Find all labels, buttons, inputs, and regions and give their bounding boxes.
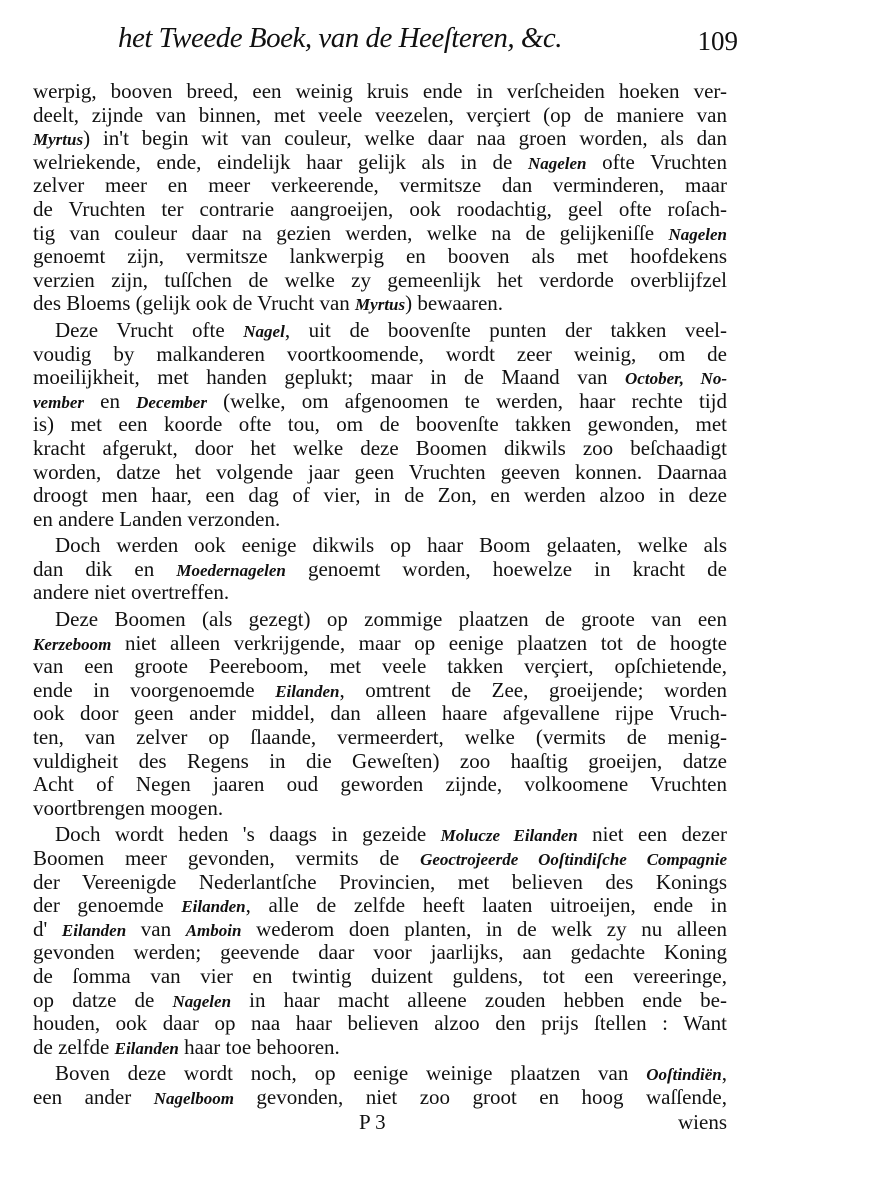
text-run: welriekende, ende, eindelijk haar gelijk als in de [33, 149, 528, 174]
text-run: en [83, 388, 137, 413]
paragraph [33, 823, 727, 1059]
text-line [33, 104, 727, 128]
text-run: Doch wordt heden 's daags in gezeide [55, 822, 441, 847]
italic-term: Nagelen [668, 224, 727, 244]
text-line [33, 222, 727, 246]
text-line [33, 198, 727, 222]
page-number: 109 [697, 26, 738, 56]
text-line [33, 484, 727, 508]
text-line [33, 941, 727, 965]
text-run: de ſomma van vier en twintig duizent guldens, tot een vereeringe, [33, 963, 727, 988]
text-run: houden, ook daar op naa haar believen alzoo den prijs ſtellen : Want [33, 1011, 727, 1036]
text-run: tig van couleur daar na gezien werden, welke na de gelijkeniſſe [33, 220, 669, 245]
text-line [33, 366, 727, 390]
italic-term: October, No- [625, 369, 727, 389]
text-run: ende in voorgenoemde [33, 677, 276, 702]
text-run: , [721, 1061, 727, 1086]
text-line [33, 750, 727, 774]
text-run: der Vereenigde Nederlantſche Provincien, met believen des Konings [33, 869, 727, 894]
text-run: in haar macht alleene zouden hebben ende be- [231, 987, 727, 1012]
italic-term: Nagelen [527, 153, 587, 173]
paragraph [33, 1062, 727, 1109]
text-line [33, 413, 727, 437]
text-run: Deze Boomen (als gezegt) op zommige plaatzen de groote van een [55, 607, 727, 632]
italic-term: Ooſtindiën [646, 1065, 722, 1085]
text-line [33, 655, 727, 679]
text-run: des Bloems (gelijk ook de Vrucht van [33, 291, 356, 316]
italic-term: Kerzeboom [33, 634, 112, 654]
text-run: Deze Vrucht ofte [55, 317, 244, 342]
text-run: niet een dezer [577, 822, 727, 847]
page-body-text [33, 77, 727, 1110]
text-run: Acht of Negen jaaren oud geworden zijnde, volkoomene Vruchten [33, 772, 727, 797]
text-run: Boven deze wordt noch, op eenige weinige plaatzen van [55, 1061, 647, 1086]
text-run: deelt, zijnde van binnen, met veele veezelen, verçiert (op de maniere van [33, 102, 727, 127]
italic-term: Geoctrojeerde Ooſtindiſche Compagnie [420, 850, 727, 869]
text-line [33, 343, 727, 367]
text-line [33, 823, 727, 847]
text-run: worden, datze het volgende jaar geen Vruchten geeven konnen. Daarnaa [33, 459, 727, 484]
text-run: kracht afgerukt, door het welke deze Boomen dikwils zoo beſchaadigt [33, 435, 727, 460]
text-run: gevonden werden; geevende daar voor jaarlijks, aan gedachte Koning [33, 940, 727, 965]
text-run: Boomen meer gevonden, vermits de [33, 846, 421, 870]
text-line [33, 80, 727, 104]
text-line [33, 989, 727, 1013]
text-run: vuldigheit des Regens in die Geweſten) zoo haaſtig groeijen, datze [33, 748, 727, 773]
running-title: het Tweede Boek, van de Heeſteren, &c. [118, 22, 562, 54]
text-line [33, 437, 727, 461]
text-run: d' [33, 916, 62, 941]
text-line [33, 390, 727, 414]
text-run: en andere Landen verzonden. [33, 506, 281, 531]
text-line [33, 245, 727, 269]
paragraph [33, 608, 727, 820]
italic-term: Myrtus [33, 130, 84, 150]
text-run: ) in't begin wit van couleur, welke daar naa groen worden, als dan [83, 126, 727, 151]
text-line [33, 726, 727, 750]
text-line [33, 127, 727, 151]
text-run: dan dik en [33, 556, 177, 581]
text-run: , alle de zelfde heeft laaten uitroeijen, ende in [245, 893, 727, 918]
italic-term: Nagelen [172, 991, 232, 1011]
text-line [33, 797, 727, 821]
text-line [33, 632, 727, 656]
italic-term: Eilanden [275, 681, 340, 701]
italic-term: Myrtus [355, 295, 406, 315]
italic-term: Eilanden [61, 920, 127, 940]
italic-term: Nagel [243, 321, 285, 341]
text-line [33, 558, 727, 582]
paragraph [33, 80, 727, 316]
text-run: wederom doen planten, in de welk zy nu alleen [241, 916, 727, 941]
text-line [33, 534, 727, 558]
paragraph [33, 319, 727, 531]
text-run: , uit de boovenſte punten der takken veel- [284, 317, 727, 342]
text-line [33, 965, 727, 989]
text-run: droogt men haar, een dag of vier, in de Zon, en werden alzoo in deze [33, 483, 727, 508]
text-line [33, 292, 727, 316]
text-run: voortbrengen moogen. [33, 795, 224, 820]
text-line [33, 461, 727, 485]
text-line [33, 871, 727, 895]
italic-term: vember [33, 392, 84, 412]
text-run: van [126, 916, 186, 941]
text-line [33, 702, 727, 726]
text-line [33, 918, 727, 942]
text-run: genoemt worden, hoewelze in kracht de [285, 556, 727, 581]
text-run: ten, van zelver op ſlaande, vermeerdert, welke (vermits de menig- [33, 725, 727, 750]
text-line [33, 894, 727, 918]
text-line [33, 1062, 727, 1086]
text-line [33, 1036, 727, 1060]
text-run: verzien zijn, tuſſchen de welke zy gemeenlijk het verdorde overblijfzel [33, 267, 727, 292]
text-run: ) bewaaren. [405, 291, 504, 316]
text-run: zelver meer en meer verkeerende, vermitsze dan verminderen, maar [33, 173, 727, 198]
text-line [33, 773, 727, 797]
italic-term: Eilanden [114, 1038, 179, 1058]
text-line [33, 847, 727, 871]
text-run: de zelfde [33, 1034, 115, 1059]
text-run: moeilijkheit, met handen geplukt; maar in de Maand van [33, 365, 626, 390]
text-line [33, 319, 727, 343]
text-run: gevonden, niet zoo groot en hoog waſſende, [233, 1084, 728, 1109]
italic-term: Nagelboom [153, 1088, 234, 1108]
text-line [33, 1012, 727, 1036]
italic-term: Amboin [185, 920, 242, 940]
text-line [33, 608, 727, 632]
text-run: (welke, om afgenoomen te werden, haar rechte tijd [206, 388, 727, 413]
text-run: Doch werden ook eenige dikwils op haar Boom gelaaten, welke als [55, 533, 727, 558]
text-run: der genoemde [33, 893, 182, 918]
text-run: op datze de [33, 987, 173, 1012]
text-line [33, 508, 727, 532]
page-footer [33, 1110, 727, 1140]
text-run: ofte Vruchten [586, 149, 727, 174]
text-run: genoemt zijn, vermitsze lankwerpig en booven als met hoofdekens [33, 244, 727, 269]
text-run: ook door geen ander middel, dan alleen haare afgevallene rijpe Vruch- [33, 701, 727, 726]
signature-mark: P 3 [359, 1110, 386, 1134]
text-line [33, 269, 727, 293]
text-run: , omtrent de Zee, groeijende; worden [339, 677, 728, 702]
italic-term: Eilanden [181, 897, 246, 917]
text-run: andere niet overtreffen. [33, 580, 230, 605]
paragraph [33, 534, 727, 605]
italic-term: Molucze Eilanden [440, 826, 578, 846]
text-run: de Vruchten ter contrarie aangroeijen, ook roodachtig, geel ofte roſach- [33, 196, 727, 221]
text-line [33, 1086, 727, 1110]
text-line [33, 581, 727, 605]
text-line [33, 151, 727, 175]
text-run: niet alleen verkrijgende, maar op eenige plaatzen tot de hoogte [111, 630, 727, 655]
text-run: haar toe behooren. [178, 1034, 340, 1059]
text-line [33, 174, 727, 198]
catchword: wiens [678, 1110, 727, 1134]
text-line [33, 679, 727, 703]
italic-term: December [136, 392, 207, 412]
text-run: voudig by malkanderen voortkoomende, wordt zeer weinig, om de [33, 341, 727, 366]
page-header [118, 22, 738, 62]
text-run: is) met een koorde ofte tou, om de boovenſte takken gewonden, met [33, 412, 727, 437]
text-run: een ander [33, 1084, 154, 1109]
italic-term: Moedernagelen [176, 560, 286, 580]
text-run: werpig, booven breed, een weinig kruis ende in verſcheiden hoeken ver- [33, 79, 727, 103]
text-run: van een groote Peereboom, met veele takken verçiert, opſchietende, [33, 654, 727, 679]
